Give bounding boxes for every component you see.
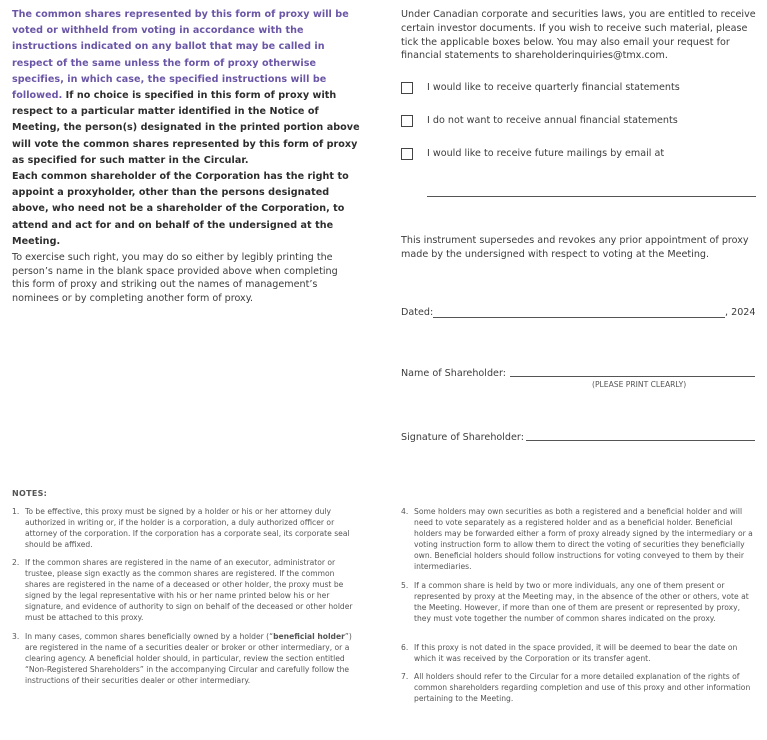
- no-annual-statements-checkbox[interactable]: [401, 115, 413, 127]
- note-text: If the common shares are registered in the name of an executor, administrator or trustee, please sign exactly as the common shares are registered. If the common shares are registered in the name of a deceased or other holder, the proxy must be signed by the legal representative with his or her name printed below his or her signature, and evidence of authority to sign on behalf of the deceased or other holder must be attached to this proxy.: [25, 558, 353, 622]
- note-text: If a common share is held by two or more individuals, any one of them present or represented by proxy at the Meeting may, in the absence of the other or others, vote at the Meeting. However, if more than one of them are present or represented by proxy, they must vote together the number of common shares indicated on the proxy.: [414, 581, 749, 623]
- proxyholder-right-paragraph: Each common shareholder of the Corporation has the right to appoint a proxyholder, other than the persons designated above, who need not be a shareholder of the Corporation, to attend and act for and on behalf of the undersigned at the Meeting.: [12, 171, 349, 247]
- signature-label: Signature of Shareholder:: [401, 432, 524, 443]
- note-number: 5.: [401, 581, 409, 590]
- quarterly-statements-label: I would like to receive quarterly financial statements: [427, 82, 680, 93]
- quarterly-statements-checkbox[interactable]: [401, 82, 413, 94]
- note-text: To be effective, this proxy must be signed by a holder or his or her attorney duly authorized in writing or, if the holder is a corporation, a duly authorized officer or attorney of the corporation. If the corporation has a corporate seal, its corporate seal should be affixed.: [25, 507, 350, 549]
- note-text-part: ”) are registered in the name of a securities dealer or broker or other intermediary, or a clearing agency. A beneficial holder should, in particular, review the section entitled “Non-Registered Shareholders” in the accompanying Circular and carefully follow the instructions of their securities dealer or other intermediary.: [25, 632, 352, 685]
- note-number: 1.: [12, 507, 20, 516]
- note-item-4: [401, 506, 757, 572]
- specified-instructions-text: The common shares represented by this form of proxy will be voted or withheld from voting in accordance with the instructions indicated on any ballot that may be called in respect of the same unless the form of proxy otherwise specifies, in which case, the specified instructions will be followed.: [12, 9, 349, 102]
- shareholder-name-label: Name of Shareholder:: [401, 368, 506, 379]
- note-number: 4.: [401, 507, 409, 516]
- note-item-6: [401, 642, 757, 664]
- note-text: If this proxy is not dated in the space provided, it will be deemed to bear the date on which it was received by the Corporation or its transfer agent.: [414, 643, 738, 663]
- print-clearly-note: (PLEASE PRINT CLEARLY): [592, 380, 687, 389]
- note-text: Some holders may own securities as both a registered and a beneficial holder and will need to vote separately as a registered holder and as a beneficial holder. Beneficial holders may be forwarded either a form of proxy already signed by the intermediary or a voting instruction form to allow them to direct the voting of securities they beneficially own. Beneficial holders should follow instructions for voting conveyed to them by their intermediaries.: [414, 507, 753, 571]
- no-annual-statements-label: I do not want to receive annual financial statements: [427, 115, 678, 126]
- note-text-part: In many cases, common shares beneficially owned by a holder (“: [25, 632, 274, 641]
- note-text: [25, 631, 355, 686]
- note-number: 2.: [12, 558, 20, 567]
- dated-label: Dated:: [401, 307, 434, 318]
- email-address-line[interactable]: [427, 196, 756, 197]
- note-item-1: [12, 506, 355, 550]
- no-choice-text: If no choice is specified in this form of proxy with respect to a particular matter identified in the Notice of Meeting, the person(s) designated in the printed portion above will vote the common shares represented by this form of proxy as specified for such matter in the Circular.: [12, 90, 360, 166]
- note-text: All holders should refer to the Circular for a more detailed explanation of the rights of common shareholders regarding completion and use of this proxy and other information pertaining to the Meeting.: [414, 672, 751, 703]
- note-number: 6.: [401, 643, 409, 652]
- note-item-7: [401, 671, 757, 704]
- signature-line[interactable]: [526, 440, 755, 441]
- shareholder-name-line[interactable]: [510, 376, 755, 377]
- note-item-2: [12, 557, 355, 623]
- beneficial-holder-term: beneficial holder: [273, 632, 345, 641]
- date-line[interactable]: [433, 317, 725, 318]
- default-voting-paragraph: [12, 7, 362, 169]
- year-text: , 2024: [725, 307, 756, 318]
- exercise-right-paragraph: To exercise such right, you may do so either by legibly printing the person’s name in the blank space provided above when completing this form of proxy and striking out the names of management’s nominees or by completing another form of proxy.: [12, 252, 338, 304]
- note-item-5: [401, 580, 757, 624]
- note-item-3: [12, 631, 355, 686]
- investor-documents-intro: Under Canadian corporate and securities laws, you are entitled to receive certain investor documents. If you wish to receive such material, please tick the applicable boxes below. You may also email your request for financial statements to shareholderinquiries@tmx.com.: [401, 9, 756, 62]
- note-number: 3.: [12, 632, 20, 641]
- email-mailings-label: I would like to receive future mailings by email at: [427, 148, 665, 159]
- note-number: 7.: [401, 672, 409, 681]
- supersedes-paragraph: This instrument supersedes and revokes any prior appointment of proxy made by the undersigned with respect to voting at the Meeting.: [401, 235, 749, 260]
- notes-title: NOTES:: [12, 489, 48, 498]
- email-mailings-checkbox[interactable]: [401, 148, 413, 160]
